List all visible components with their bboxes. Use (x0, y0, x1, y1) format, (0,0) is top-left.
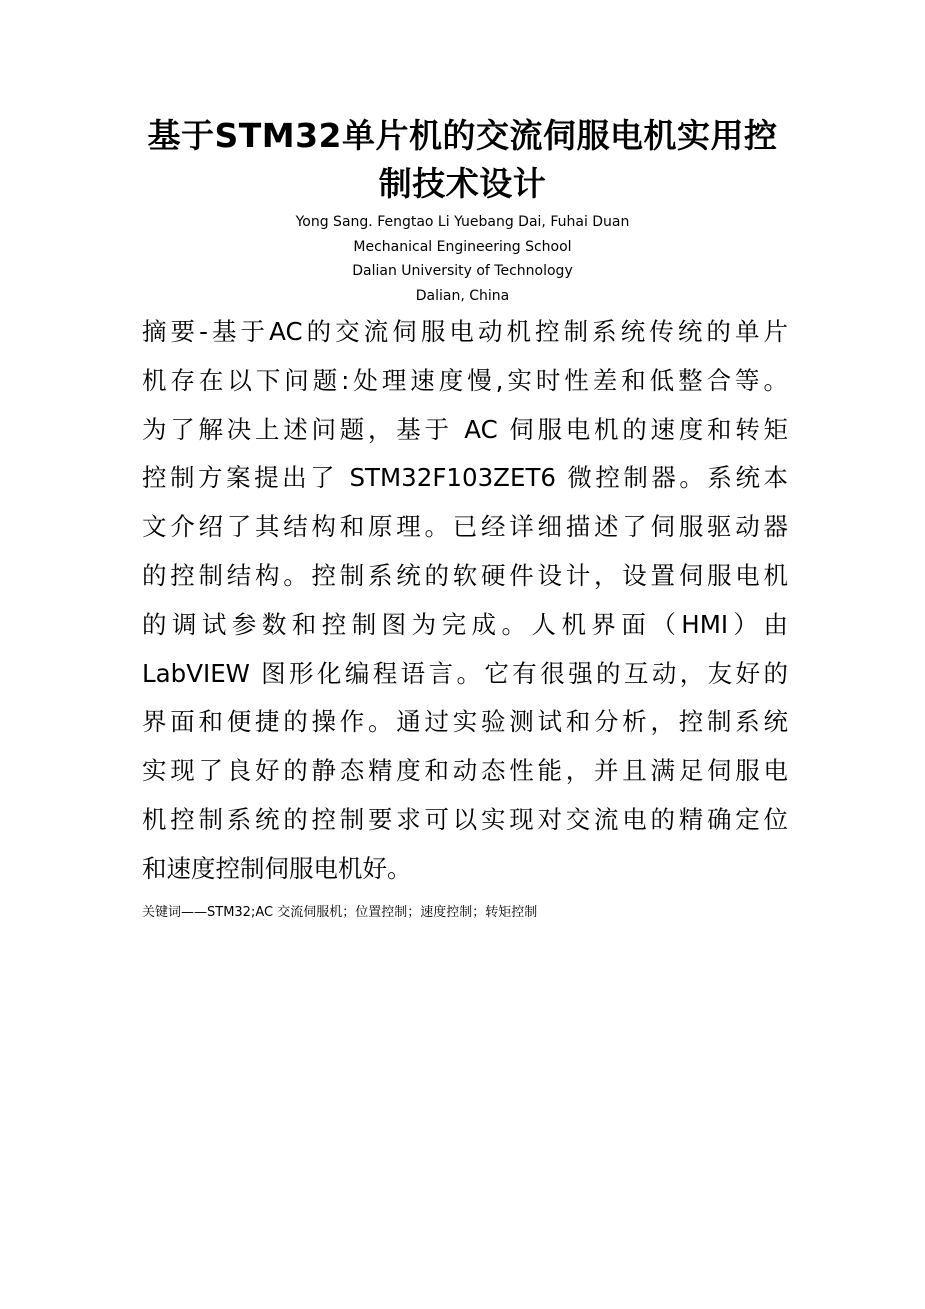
abstract-line: 文介绍了其结构和原理。已经详细描述了伺服驱动器 (142, 512, 788, 542)
abstract-line: 实现了良好的静态精度和动态性能，并且满足伺服电 (142, 756, 788, 786)
abstract-line: 机控制系统的控制要求可以实现对交流电的精确定位 (142, 804, 788, 834)
abstract-line: 界面和便捷的操作。通过实验测试和分析，控制系统 (142, 707, 788, 737)
author-university: Dalian University of Technology (352, 263, 573, 279)
abstract (142, 308, 788, 894)
author-department: Mechanical Engineering School (353, 238, 572, 255)
author-location: Dalian, China (415, 287, 510, 304)
abstract-line: 的控制结构。控制系统的软硬件设计，设置伺服电机 (142, 560, 788, 590)
author-block (120, 210, 805, 308)
author-names: Yong Sang. Fengtao Li Yuebang Dai, Fuhai Duan (295, 214, 630, 230)
abstract-line: 摘要-基于AC的交流伺服电动机控制系统传统的单片 (142, 317, 788, 346)
abstract-line: LabVIEW 图形化编程语言。它有很强的互动，友好的 (142, 658, 788, 688)
abstract-line: 控制方案提出了 STM32F103ZET6 微控制器。系统本 (142, 463, 788, 493)
abstract-line: 为了解决上述问题，基于 AC 伺服电机的速度和转矩 (142, 414, 788, 444)
title-line: 基于STM32单片机的交流伺服电机实用控 (147, 116, 778, 155)
abstract-line: 机存在以下问题:处理速度慢,实时性差和低整合等。 (142, 365, 788, 395)
abstract-line: 和速度控制伺服电机好。 (142, 853, 412, 883)
abstract-line: 的调试参数和控制图为完成。人机界面（HMI）由 (142, 609, 788, 639)
keywords-line: 关键词——STM32;AC 交流伺服机；位置控制；速度控制；转矩控制 (142, 905, 538, 920)
title-line: 制技术设计 (378, 164, 547, 203)
paper-title (120, 112, 805, 208)
